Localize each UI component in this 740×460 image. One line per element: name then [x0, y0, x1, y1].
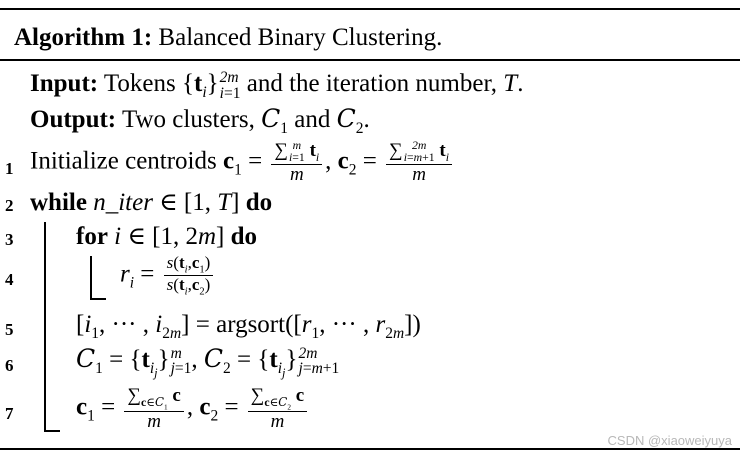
- line-4: $r_i$ = $\frac{s(t_i,c_1)}{s(t_i,c_2)}$: [120, 254, 216, 298]
- for-keyword: for: [76, 223, 108, 250]
- input-text-a: Tokens: [103, 70, 176, 98]
- line-7: $c_1$ = $\frac{\sum_{c\in C_1} c}{m}$ , $c_2$ = $\frac{\sum_{c\in C_2} c}{m}$: [76, 386, 310, 432]
- line-1-text: Initialize centroids: [30, 147, 217, 175]
- iteration-T: T: [503, 70, 518, 98]
- while-keyword: while: [30, 189, 87, 216]
- update-c2-fraction: $\frac{\sum_{c\in C_2} c}{m}$: [248, 386, 307, 432]
- for-block-end: [90, 298, 106, 300]
- top-rule: [0, 8, 740, 10]
- line-6: $C_1 = \{t_{i_j}\}$ m j=1 , $C_2 = \{t_{i_j}\}$ 2m j=m+1: [76, 344, 340, 381]
- while-do-keyword: do: [245, 189, 273, 216]
- line-number-2: 2: [5, 196, 14, 215]
- centroid-1-fraction: ∑ m i=1 $t_i$ m: [271, 140, 322, 185]
- line-number-1: 1: [5, 159, 14, 178]
- output-and: and: [294, 106, 331, 133]
- cluster-c1: $C_1$: [261, 104, 289, 137]
- line-number-5: 5: [5, 320, 14, 339]
- input-text-b: and the iteration number,: [246, 70, 498, 98]
- cluster-c2: $C_2$: [336, 104, 364, 137]
- algorithm-label: Algorithm 1:: [14, 24, 153, 51]
- line-2: while n_iter ∈ [1, T] do: [30, 189, 273, 216]
- for-do-keyword: do: [230, 223, 258, 250]
- for-block-bar: [90, 256, 92, 300]
- algorithm-title: Balanced Binary Clustering.: [158, 24, 443, 51]
- watermark: CSDN @xiaoweiyuya: [607, 433, 732, 448]
- line-1: Initialize centroids $c_1$ = ∑ m i=1 $t_i$ m , $c_2$ = ∑ 2m i=m+1 $t_i$ m: [30, 140, 455, 185]
- update-c1-fraction: $\frac{\sum_{c\in C_1} c}{m}$: [124, 386, 183, 432]
- centroid-2-fraction: ∑ 2m i=m+1 $t_i$ m: [386, 140, 452, 185]
- bottom-rule: [0, 448, 740, 450]
- header-rule: [0, 59, 740, 61]
- ratio-fraction: $\frac{s(t_i,c_1)}{s(t_i,c_2)}$: [164, 254, 214, 298]
- algorithm-header: [14, 24, 442, 52]
- output-text: Two clusters,: [121, 106, 255, 133]
- output-label: Output:: [30, 106, 117, 133]
- line-5: [$i_1$, ··· , $i_{2m}$] = $argsort([r_1$, ··· , $r_{2m}$]): [76, 311, 421, 342]
- output-line: Output: Two clusters, $C_1$ and $C_2$.: [30, 104, 370, 137]
- tokens-set: $\{t_i\}$ 2m i=1: [182, 69, 241, 102]
- line-3: for i ∈ [1, 2m] do: [76, 223, 258, 250]
- line-number-6: 6: [5, 356, 14, 375]
- argsort-function: argsort: [216, 311, 286, 338]
- input-line: Input: Tokens $\{t_i\}$ 2m i=1 and the iteration number, T.: [30, 69, 524, 102]
- while-block-bar: [44, 222, 46, 432]
- line-number-7: 7: [5, 404, 14, 423]
- line-number-3: 3: [5, 230, 14, 249]
- while-block-end: [44, 430, 60, 432]
- input-label: Input:: [30, 70, 99, 98]
- line-number-4: 4: [5, 270, 14, 289]
